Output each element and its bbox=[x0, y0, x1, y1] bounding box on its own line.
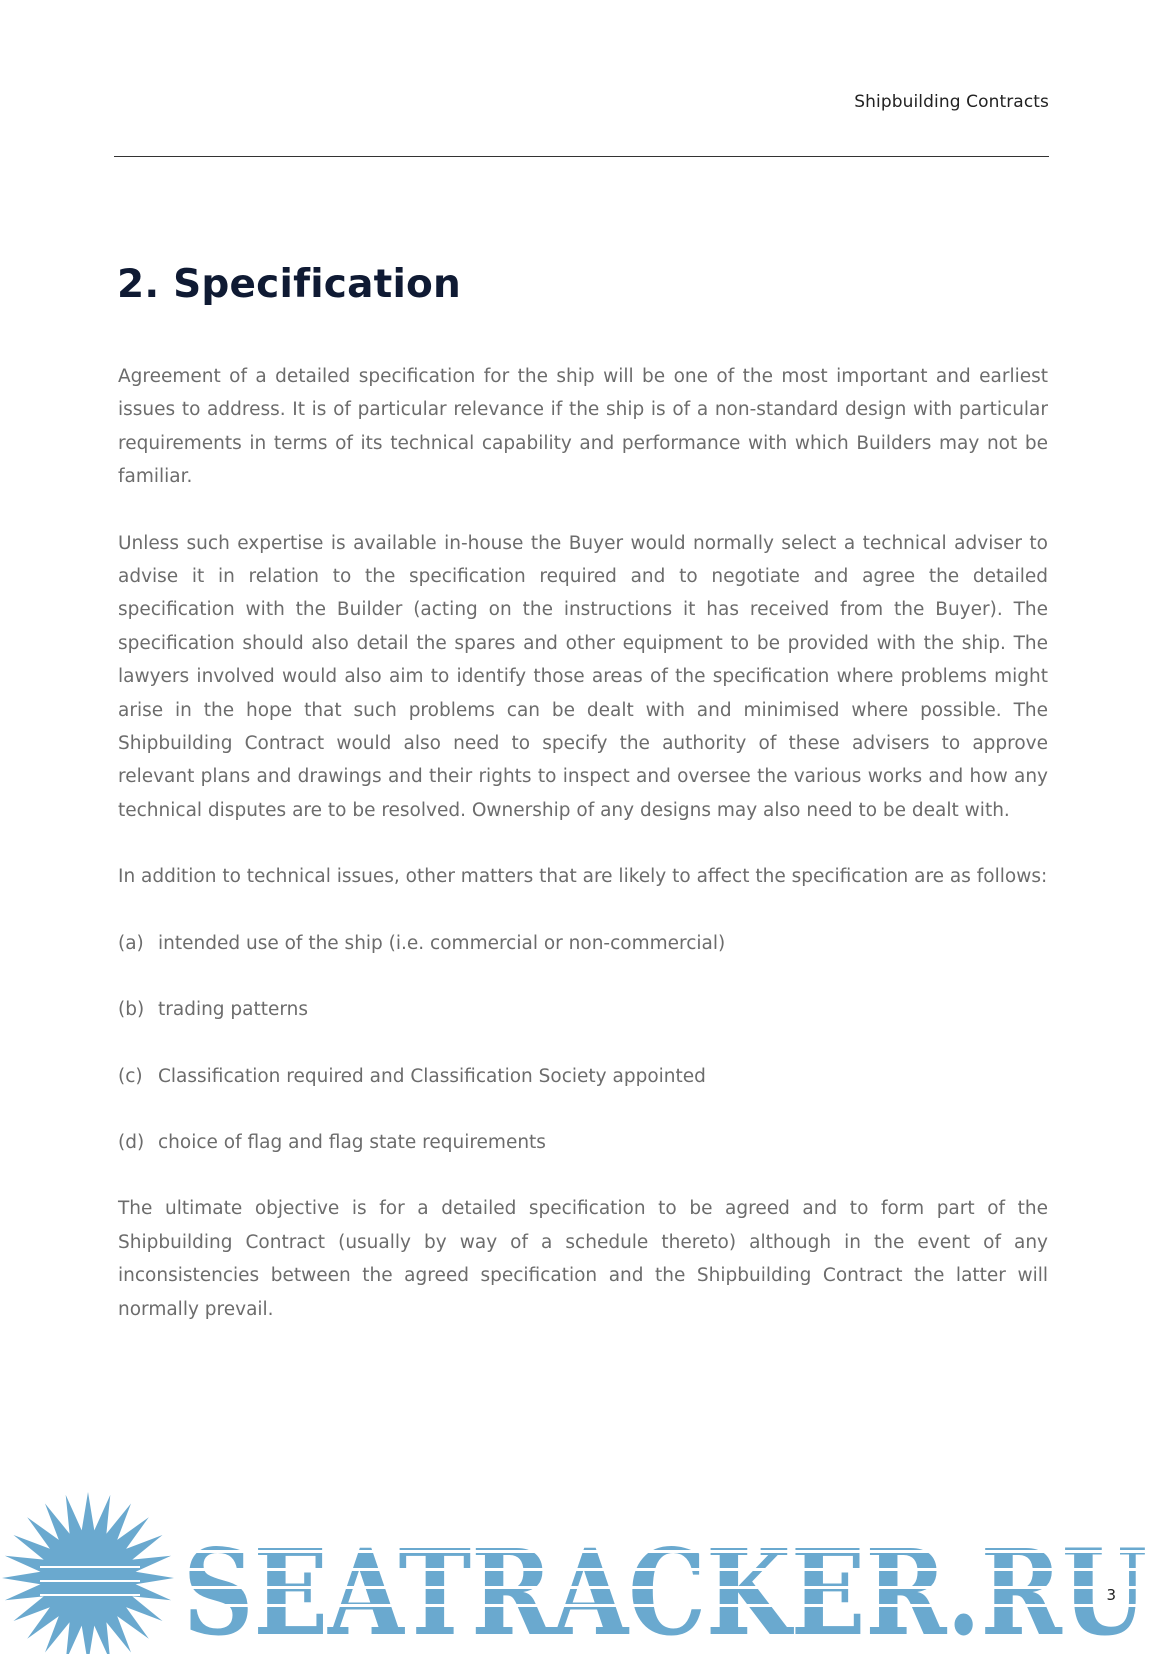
paragraph: In addition to technical issues, other matters that are likely to affect the specification are as follows: bbox=[118, 866, 1048, 888]
list-marker: (a) bbox=[118, 932, 144, 954]
list-item bbox=[118, 1126, 1048, 1159]
list-marker: (c) bbox=[118, 1065, 143, 1087]
list-item-text: trading patterns bbox=[158, 999, 309, 1021]
list-item-text: Classification required and Classification Society appointed bbox=[158, 1065, 706, 1087]
closing-paragraph: The ultimate objective is for a detailed specification to be agreed and to form part of the Shipbuilding Contract (usually by way of a schedule thereto) although in the event of any inconsistencies between the agreed specification and the Shipbuilding Contract the latter will normally prevail. bbox=[118, 1198, 1048, 1320]
list-item-text: intended use of the ship (i.e. commercial or non-commercial) bbox=[158, 932, 726, 954]
sunburst-icon bbox=[2, 1492, 174, 1654]
list-marker: (d) bbox=[118, 1131, 145, 1153]
header-rule bbox=[114, 156, 1049, 157]
list-item bbox=[118, 927, 1048, 960]
list-marker: (b) bbox=[118, 999, 145, 1021]
paragraph: Unless such expertise is available in-house the Buyer would normally select a technical adviser to advise it in relation to the specification required and to negotiate and agree the detailed specification with the Builder (acting on the instructions it has received from the Buyer). The specification should also detail the spares and other equipment to be provided with the ship. The lawyers involved would also aim to identify those areas of the specification where problems might arise in the hope that such problems can be dealt with and minimised where possible. The Shipbuilding Contract would also need to specify the authority of these advisers to approve relevant plans and drawings and their rights to inspect and oversee the various works and how any technical disputes are to be resolved. Ownership of any designs may also need to be dealt with. bbox=[118, 532, 1048, 821]
watermark-logo bbox=[0, 1480, 1166, 1654]
running-header: Shipbuilding Contracts bbox=[854, 92, 1049, 112]
page-title: 2. Specification bbox=[117, 262, 462, 307]
list-item-text: choice of flag and flag state requirements bbox=[158, 1131, 546, 1153]
list-item bbox=[118, 1060, 1048, 1093]
list-item bbox=[118, 993, 1048, 1026]
page-number: 3 bbox=[1106, 1586, 1116, 1604]
body-text bbox=[118, 360, 1048, 1359]
paragraph: Agreement of a detailed specification for the ship will be one of the most important and earliest issues to address. It is of particular relevance if the ship is of a non-standard design with particular requirements in terms of its technical capability and performance with which Builders may not be familiar. bbox=[118, 366, 1048, 488]
